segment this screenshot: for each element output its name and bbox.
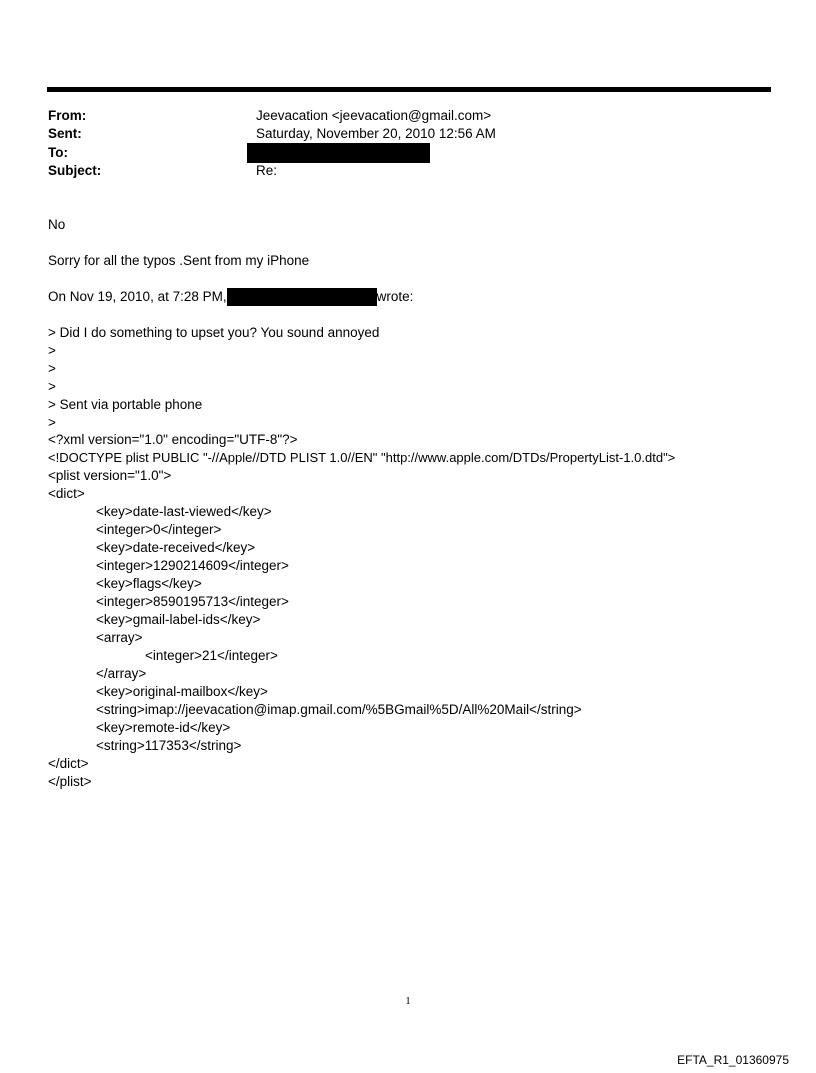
subject-value: Re: <box>256 163 278 178</box>
xml-line: <key>date-received</key> <box>96 540 256 555</box>
quoted-line: > <box>48 379 56 394</box>
header-rule <box>47 87 771 92</box>
xml-line: <string>imap://jeevacation@imap.gmail.com/%5BGmail%5D/All%20Mail</string> <box>96 702 582 717</box>
sent-value: Saturday, November 20, 2010 12:56 AM <box>256 126 496 141</box>
page-number: 1 <box>405 995 411 1007</box>
xml-line: <integer>21</integer> <box>145 648 278 663</box>
xml-line: <integer>8590195713</integer> <box>96 594 289 609</box>
sent-label: Sent: <box>48 126 82 141</box>
from-row <box>48 107 748 125</box>
from-label: From: <box>48 108 87 123</box>
quoted-line: > <box>48 415 56 430</box>
xml-line: <?xml version="1.0" encoding="UTF-8"?> <box>48 432 298 447</box>
to-redaction <box>247 143 430 163</box>
xml-line: <string>117353</string> <box>96 738 242 753</box>
xml-line: <dict> <box>48 486 85 501</box>
subject-label: Subject: <box>48 163 102 178</box>
quoted-line: > Did I do something to upset you? You sound annoyed <box>48 325 380 340</box>
quote-intro <box>48 288 413 306</box>
sent-row <box>48 125 748 143</box>
xml-line: <integer>0</integer> <box>96 522 222 537</box>
quote-intro-suffix: wrote: <box>376 289 414 304</box>
xml-line: <key>gmail-label-ids</key> <box>96 612 261 627</box>
to-row <box>48 144 748 162</box>
xml-line: <key>date-last-viewed</key> <box>96 504 272 519</box>
xml-line: <integer>1290214609</integer> <box>96 558 289 573</box>
quoted-line: > <box>48 343 56 358</box>
signature-text: Sorry for all the typos .Sent from my iPhone <box>48 253 310 268</box>
xml-line: <key>original-mailbox</key> <box>96 684 268 699</box>
sender-redaction <box>227 288 377 306</box>
from-value: Jeevacation <jeevacation@gmail.com> <box>256 108 492 123</box>
xml-line: <key>remote-id</key> <box>96 720 231 735</box>
xml-line: <array> <box>96 630 143 645</box>
to-label: To: <box>48 145 68 160</box>
bates-number: EFTA_R1_01360975 <box>677 1053 789 1067</box>
quote-intro-prefix: On Nov 19, 2010, at 7:28 PM, <box>48 289 227 304</box>
reply-text: No <box>48 217 66 232</box>
subject-row <box>48 162 748 180</box>
xml-line: </plist> <box>48 774 92 789</box>
xml-line: </array> <box>96 666 147 681</box>
xml-line: <plist version="1.0"> <box>48 468 172 483</box>
xml-line: </dict> <box>48 756 89 771</box>
quoted-line: > Sent via portable phone <box>48 397 203 412</box>
xml-line: <!DOCTYPE plist PUBLIC "-//Apple//DTD PLIST 1.0//EN" "http://www.apple.com/DTDs/PropertyList-1.0.dtd"> <box>48 450 676 465</box>
quoted-line: > <box>48 361 56 376</box>
xml-line: <key>flags</key> <box>96 576 202 591</box>
